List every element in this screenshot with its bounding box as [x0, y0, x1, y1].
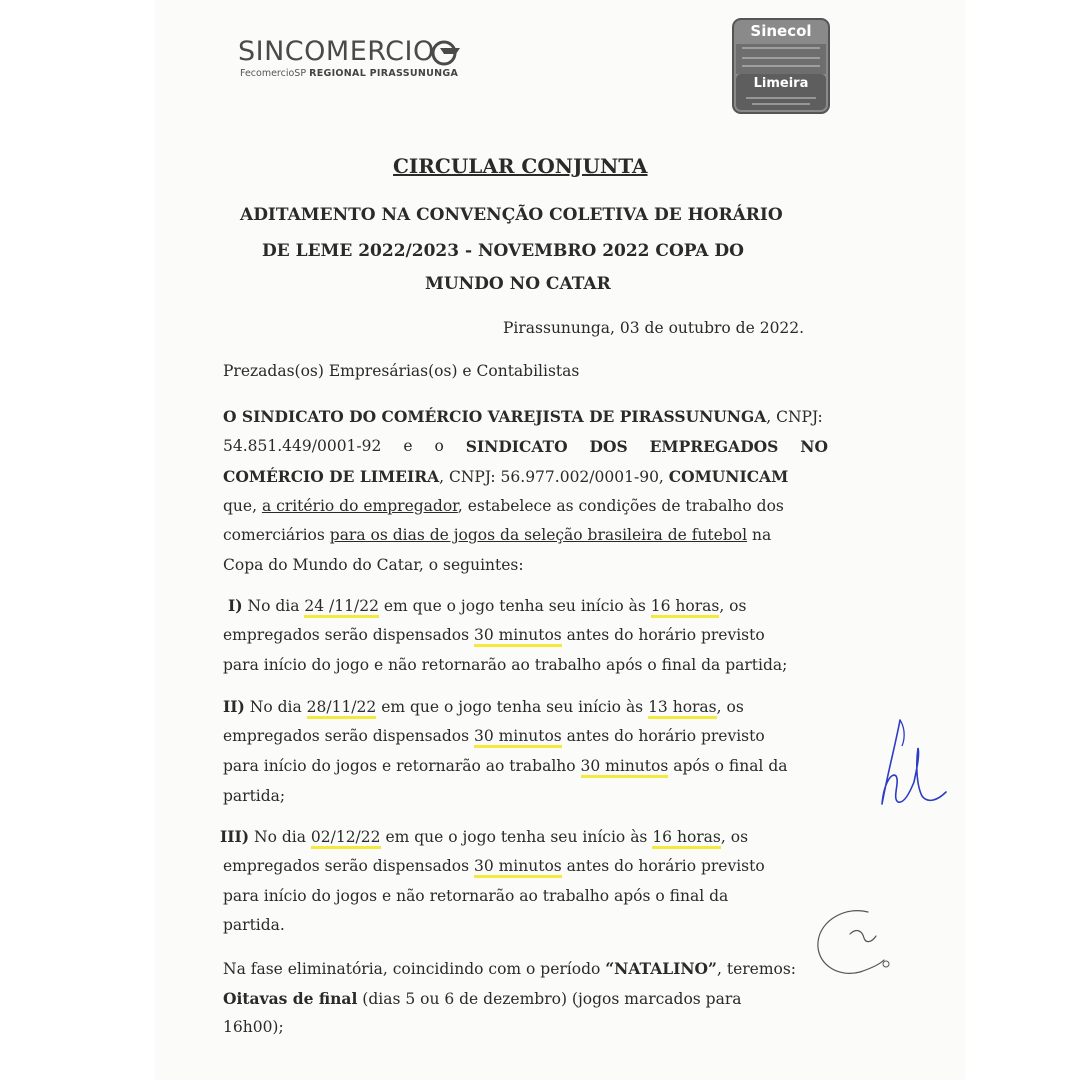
- logo-sub-bold: REGIONAL PIRASSUNUNGA: [309, 68, 459, 79]
- closing-line-2: Oitavas de final (dias 5 ou 6 de dezembro) (jogos marcados para: [223, 989, 742, 1008]
- sincomercio-emblem-icon: [430, 40, 462, 66]
- item-3-line-3: para início do jogos e não retornarão ao trabalho após o final da: [223, 887, 729, 905]
- item-2-line-1: II) No dia 28/11/22 em que o jogo tenha seu início às 13 horas, os: [223, 697, 744, 716]
- intro-line-5: comerciários para os dias de jogos da seleção brasileira de futebol na: [223, 526, 772, 544]
- closing-line-1: Na fase eliminatória, coincidindo com o período “NATALINO”, teremos:: [223, 959, 797, 978]
- intro-line-3: COMÉRCIO DE LIMEIRA, CNPJ: 56.977.002/0001-90, COMUNICAM: [223, 467, 789, 486]
- item-1-line-3: para início do jogo e não retornarão ao trabalho após o final da partida;: [223, 656, 788, 674]
- highlight-time: 16 horas: [651, 597, 720, 618]
- highlight-date: 02/12/22: [311, 828, 381, 849]
- highlight-date: 24 /11/22: [304, 597, 379, 618]
- item-3-line-4: partida.: [223, 916, 285, 934]
- document-title: CIRCULAR CONJUNTA: [393, 154, 648, 178]
- item-1-line-2: empregados serão dispensados 30 minutos antes do horário previsto: [223, 626, 765, 644]
- rubric-icon: [810, 904, 900, 984]
- highlight-date: 28/11/22: [307, 698, 377, 719]
- logo-subtitle: [240, 68, 458, 79]
- logo-brand-text: SINCOMERCIO: [238, 36, 435, 67]
- salutation: Prezadas(os) Empresárias(os) e Contabilistas: [223, 362, 580, 380]
- highlight-time: 16 horas: [652, 828, 721, 849]
- limeira-text: Limeira: [753, 76, 809, 91]
- highlight-minutes: 30 minutos: [474, 727, 562, 748]
- highlight-minutes: 30 minutos: [474, 857, 562, 878]
- item-1-line-1: I) No dia 24 /11/22 em que o jogo tenha seu início às 16 horas, os: [228, 596, 746, 615]
- item-2-line-2: empregados serão dispensados 30 minutos antes do horário previsto: [223, 727, 765, 745]
- item-3-line-2: empregados serão dispensados 30 minutos antes do horário previsto: [223, 857, 765, 875]
- highlight-minutes: 30 minutos: [581, 757, 669, 778]
- highlight-minutes: 30 minutos: [474, 626, 562, 647]
- subtitle-line-1: ADITAMENTO NA CONVENÇÃO COLETIVA DE HORÁRIO: [240, 205, 783, 225]
- sincomercio-logo: [238, 36, 478, 86]
- logo-sub-prefix: FecomercioSP: [240, 68, 307, 79]
- subtitle-line-2: DE LEME 2022/2023 - NOVEMBRO 2022 COPA DO: [262, 241, 744, 261]
- sinecol-text: Sinecol: [750, 22, 812, 40]
- signature-icon: [870, 712, 950, 812]
- sinecol-logo: [732, 18, 830, 114]
- intro-line-2: 54.851.449/0001-92 e o SINDICATO DOS EMPREGADOS NO: [223, 437, 828, 456]
- subtitle-line-3: MUNDO NO CATAR: [425, 274, 611, 294]
- intro-line-1: O SINDICATO DO COMÉRCIO VAREJISTA DE PIRASSUNUNGA, CNPJ:: [223, 407, 823, 426]
- intro-line-4: que, a critério do empregador, estabelece as condições de trabalho dos: [223, 497, 784, 515]
- item-3-line-1: III) No dia 02/12/22 em que o jogo tenha seu início às 16 horas, os: [220, 827, 748, 846]
- item-2-line-4: partida;: [223, 787, 286, 805]
- place-date: Pirassununga, 03 de outubro de 2022.: [503, 319, 805, 337]
- item-2-line-3: para início do jogos e retornarão ao trabalho 30 minutos após o final da: [223, 757, 787, 775]
- intro-line-6: Copa do Mundo do Catar, o seguintes:: [223, 556, 524, 574]
- highlight-time: 13 horas: [648, 698, 717, 719]
- closing-line-3: 16h00);: [223, 1018, 284, 1036]
